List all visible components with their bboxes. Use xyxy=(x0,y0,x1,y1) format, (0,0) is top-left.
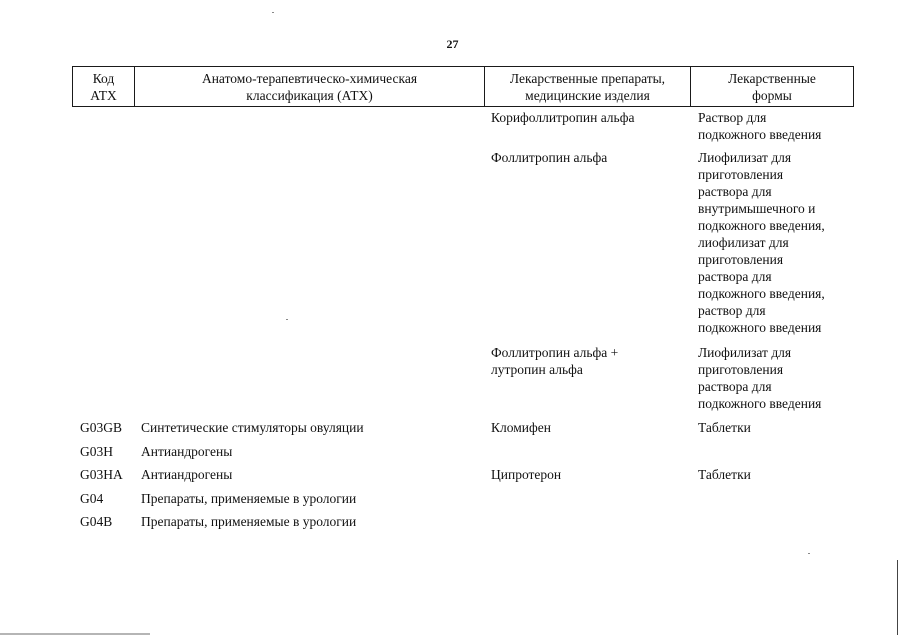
drug-name: Ципротерон xyxy=(491,467,562,482)
page-number: 27 xyxy=(446,37,459,51)
header-classification: Анатомо-терапевтическо-химическая классификация (АТХ) xyxy=(201,70,418,103)
atc-code: G04B xyxy=(80,514,113,529)
table-header xyxy=(72,66,854,107)
drug-name: Кломифен xyxy=(491,420,551,435)
scan-speck xyxy=(286,319,288,320)
atc-classification: Препараты, применяемые в урологии xyxy=(141,514,357,529)
atc-classification: Антиандрогены xyxy=(141,444,233,459)
header-drugs: Лекарственные препараты, медицинские изделия xyxy=(509,70,666,103)
atc-code: G03GB xyxy=(80,420,123,435)
dosage-form: Таблетки xyxy=(698,467,751,482)
dosage-form: Лиофилизат для приготовления раствора для подкожного введения xyxy=(698,345,822,411)
atc-classification: Синтетические стимуляторы овуляции xyxy=(141,420,364,435)
scan-speck xyxy=(272,12,274,13)
drug-name: Фоллитропин альфа xyxy=(491,150,608,165)
scan-speck xyxy=(808,553,810,554)
header-forms: Лекарственные формы xyxy=(728,70,816,103)
atc-code: G03H xyxy=(80,444,113,459)
header-code: Код АТХ xyxy=(90,70,117,103)
atc-classification: Препараты, применяемые в урологии xyxy=(141,491,357,506)
atc-code: G03HA xyxy=(80,467,123,482)
scan-edge-mark xyxy=(897,560,898,635)
dosage-form: Раствор для подкожного введения xyxy=(698,110,822,142)
drug-name: Корифоллитропин альфа xyxy=(491,110,635,125)
dosage-form: Таблетки xyxy=(698,420,751,435)
atc-classification: Антиандрогены xyxy=(141,467,233,482)
drug-name: Фоллитропин альфа + лутропин альфа xyxy=(491,345,619,377)
atc-code: G04 xyxy=(80,491,104,506)
dosage-form: Лиофилизат для приготовления раствора для внутримышечного и подкожного введения, лиофилизат для приготовления раствора для подкожного введения, раствор для подкожного введения xyxy=(698,150,825,335)
